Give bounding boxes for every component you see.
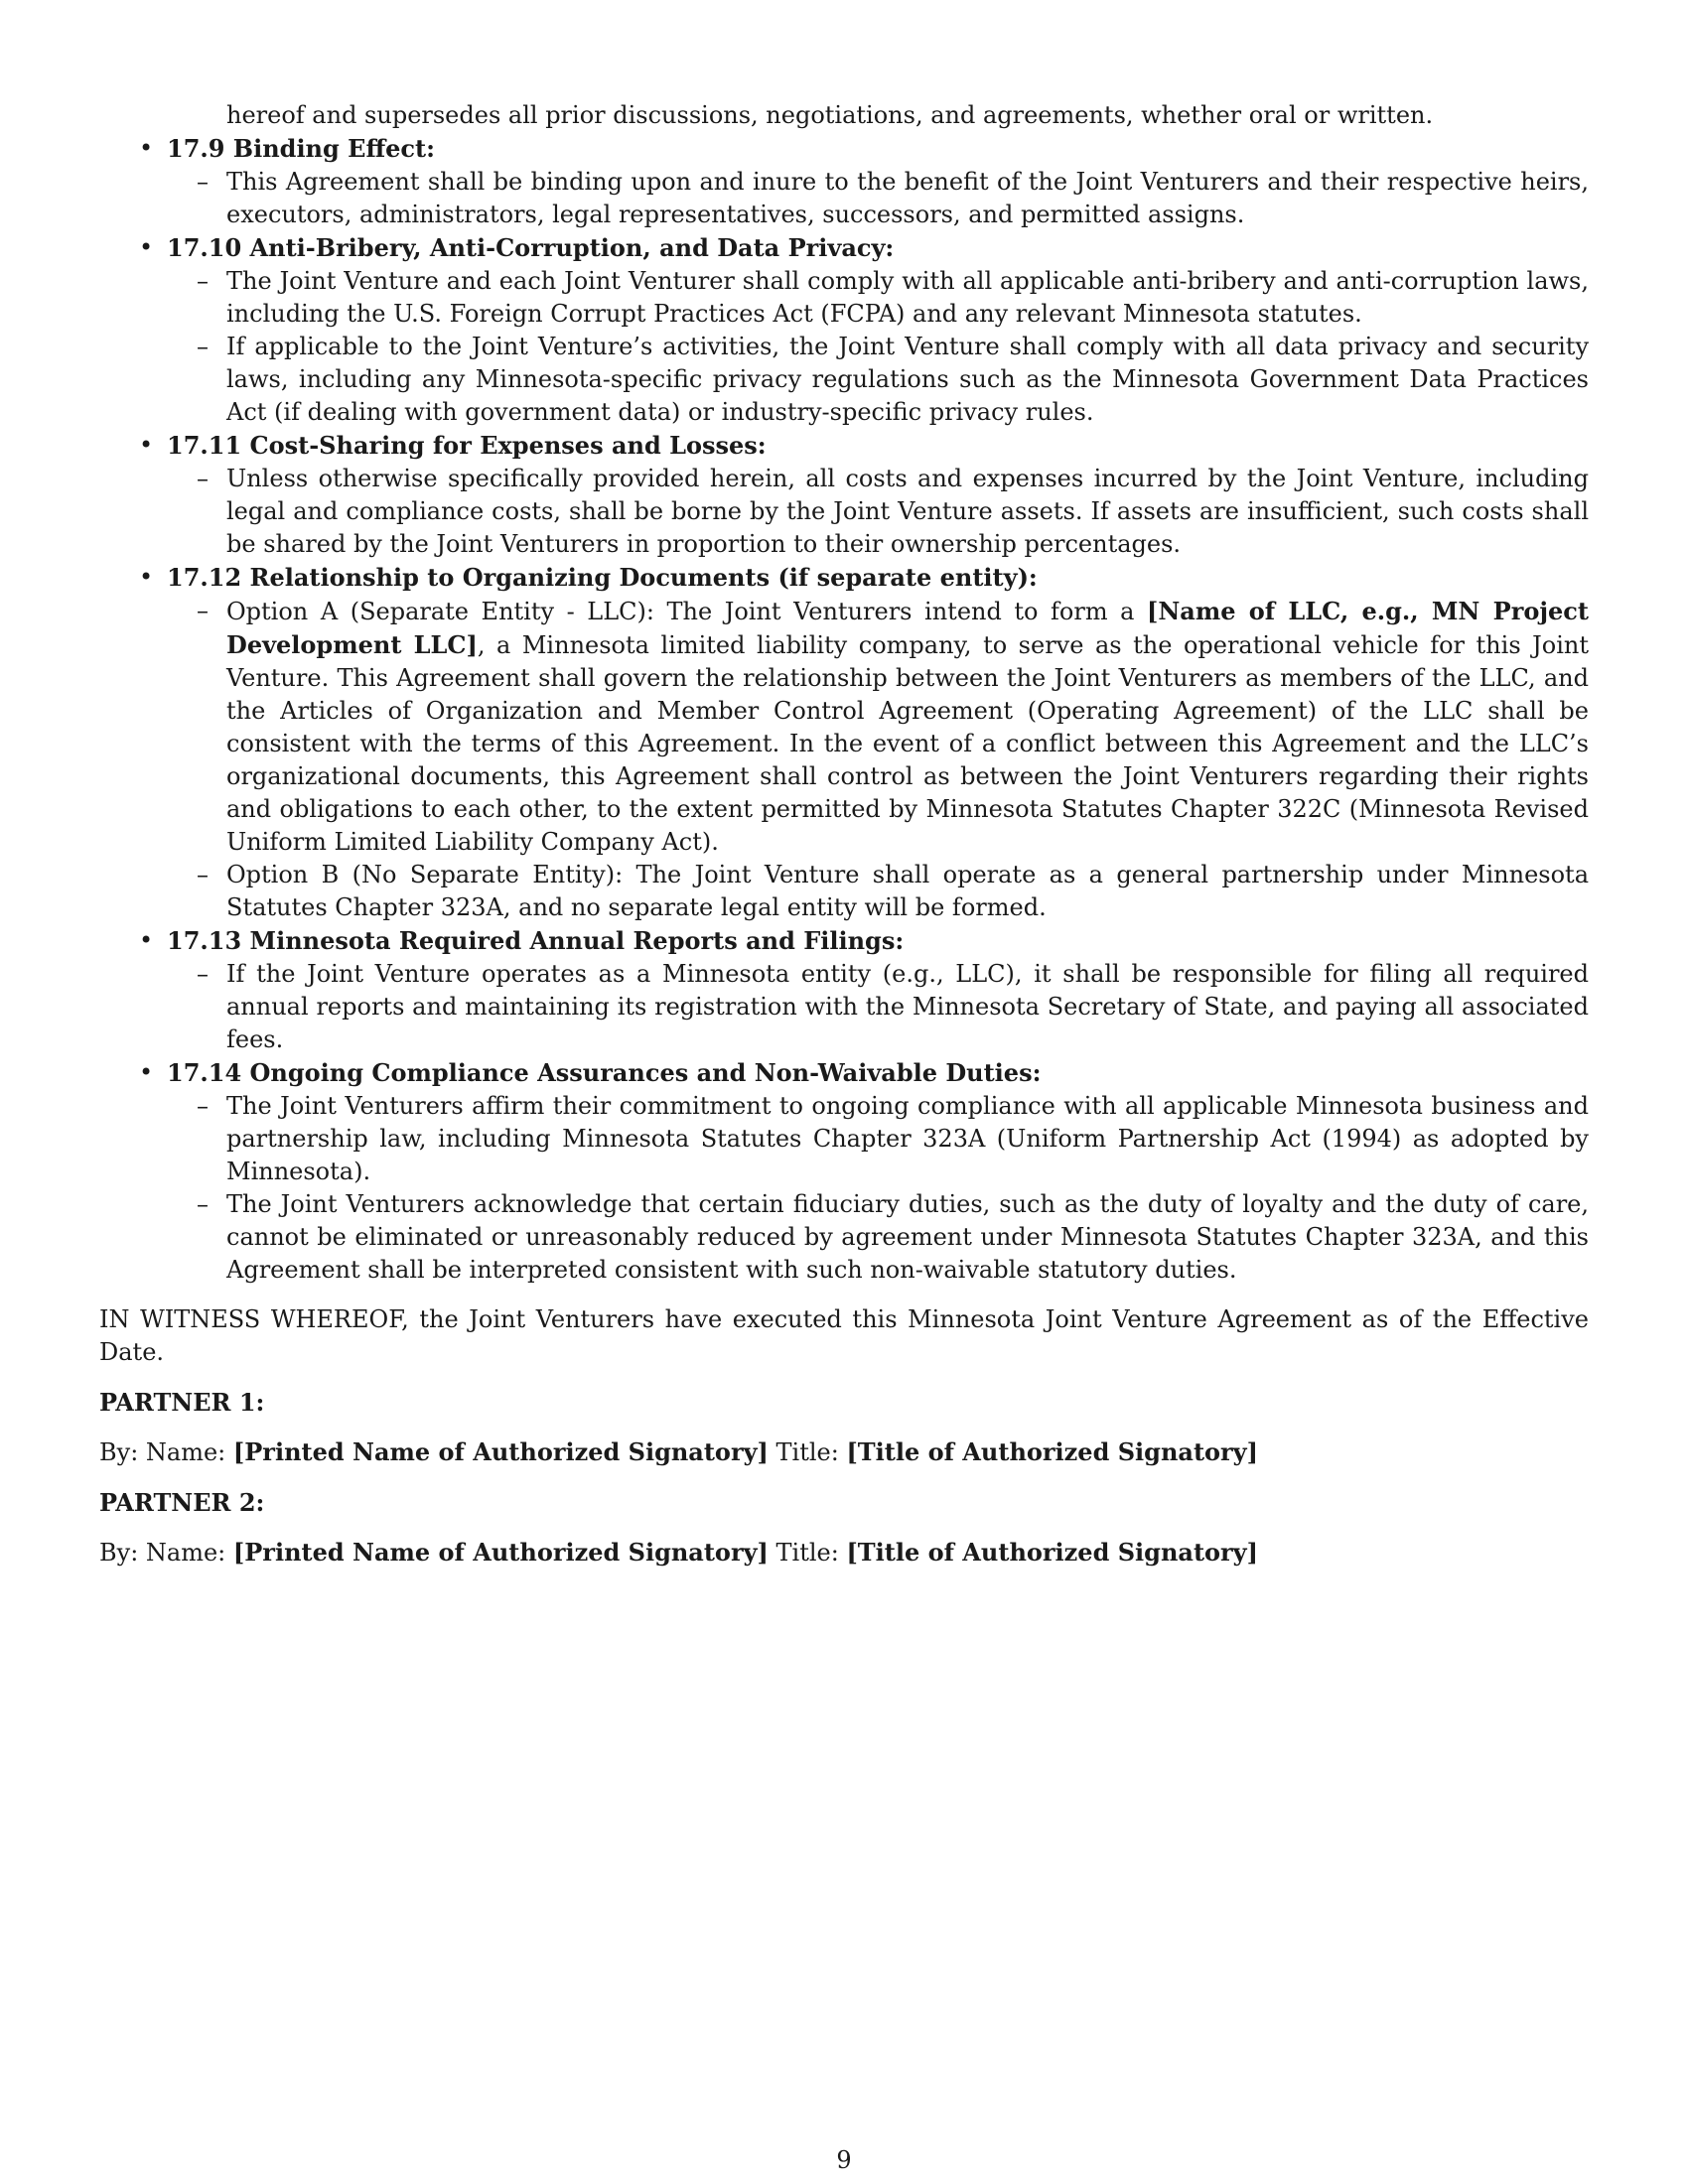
dash-icon: –	[197, 960, 209, 988]
dash-icon: –	[197, 267, 209, 295]
sub-item	[99, 1090, 1589, 1188]
partner-2-label: PARTNER 2:	[99, 1488, 265, 1517]
option-a-intro: Option A (Separate Entity - LLC): The Joint Venturers intend to form a	[226, 598, 1148, 625]
section-heading: 17.13 Minnesota Required Annual Reports and Filings:	[167, 926, 905, 955]
sub-item-text: Unless otherwise specifically provided herein, all costs and expenses incurred by the Joint Venture, including legal and compliance costs, shall be borne by the Joint Venture assets. If assets are insufficient, such costs shall be shared by the Joint Venturers in proportion to their ownership percentages.	[226, 465, 1589, 558]
option-a	[99, 595, 1589, 859]
bullet-icon: •	[139, 134, 154, 162]
sub-item	[99, 958, 1589, 1056]
by-name-label: By: Name:	[99, 1539, 233, 1567]
section-17-9	[99, 132, 1589, 166]
section-17-14	[99, 1056, 1589, 1090]
section-17-13	[99, 924, 1589, 958]
section-17-11	[99, 429, 1589, 463]
sub-item	[99, 331, 1589, 429]
sub-item	[99, 463, 1589, 561]
sub-item	[99, 1188, 1589, 1287]
sub-item-text: The Joint Venturers acknowledge that certain fiduciary duties, such as the duty of loyalty and the duty of care, cannot be eliminated or unreasonably reduced by agreement under Minnesota Statutes Chapter 323A, and this Agreement shall be interpreted consistent with such non-waivable statutory duties.	[226, 1190, 1589, 1284]
witness-paragraph: IN WITNESS WHEREOF, the Joint Venturers have executed this Minnesota Joint Venture Agreement as of the Effective Date.	[99, 1305, 1589, 1366]
option-b	[99, 859, 1589, 924]
bullet-icon: •	[139, 233, 154, 261]
sub-item-text: The Joint Venturers affirm their commitment to ongoing compliance with all applicable Minnesota business and partnership law, including Minnesota Statutes Chapter 323A (Uniform Partnership Act (1994) as adopted by Minnesota).	[226, 1092, 1589, 1185]
bullet-icon: •	[139, 431, 154, 459]
section-heading: 17.12 Relationship to Organizing Documents (if separate entity):	[167, 563, 1038, 592]
partner-1-label: PARTNER 1:	[99, 1388, 265, 1417]
by-name-label: By: Name:	[99, 1438, 233, 1466]
option-a-text: , a Minnesota limited liability company, to serve as the operational vehicle for this Joint Venture. This Agreement shall govern the relationship between the Joint Venturers as members of the LLC, and the Articles of Organization and Member Control Agreement (Operating Agreement) of the LLC shall be consistent with the terms of this Agreement. In the event of a conflict between this Agreement and the LLC’s organizational documents, this Agreement shall control as between the Joint Venturers regarding their rights and obligations to each other, to the extent permitted by Minnesota Statutes Chapter 322C (Minnesota Revised Uniform Limited Liability Company Act).	[226, 631, 1590, 856]
page-number: 9	[836, 2146, 852, 2174]
document-page	[99, 99, 1589, 1570]
sub-item-text: The Joint Venture and each Joint Venturer shall comply with all applicable anti-bribery and anti-corruption laws, including the U.S. Foreign Corrupt Practices Act (FCPA) and any relevant Minnesota statutes.	[226, 267, 1589, 328]
dash-icon: –	[197, 465, 209, 492]
bullet-icon: •	[139, 926, 154, 954]
section-17-12	[99, 561, 1589, 595]
section-heading: 17.11 Cost-Sharing for Expenses and Losses:	[167, 431, 767, 460]
continued-text: hereof and supersedes all prior discussions, negotiations, and agreements, whether oral or written.	[226, 101, 1434, 129]
sub-item	[99, 166, 1589, 231]
printed-name-placeholder: [Printed Name of Authorized Signatory]	[232, 1437, 769, 1466]
section-heading: 17.14 Ongoing Compliance Assurances and Non-Waivable Duties:	[167, 1058, 1042, 1087]
partner-1-signature-line	[99, 1435, 1589, 1469]
section-heading: 17.10 Anti-Bribery, Anti-Corruption, and Data Privacy:	[167, 233, 895, 262]
bullet-icon: •	[139, 1058, 154, 1086]
sub-item-text: If applicable to the Joint Venture’s activities, the Joint Venture shall comply with all data privacy and security laws, including any Minnesota-specific privacy regulations such as the Minnesota Government Data Practices Act (if dealing with government data) or industry-specific privacy rules.	[226, 333, 1589, 426]
dash-icon: –	[197, 168, 209, 196]
printed-name-placeholder: [Printed Name of Authorized Signatory]	[232, 1538, 769, 1567]
sub-item-text: If the Joint Venture operates as a Minnesota entity (e.g., LLC), it shall be responsible for filing all required annual reports and maintaining its registration with the Minnesota Secretary of State, and paying all associated fees.	[226, 960, 1589, 1053]
title-label: Title:	[768, 1539, 847, 1567]
bullet-icon: •	[139, 563, 154, 591]
dash-icon: –	[197, 861, 209, 888]
llc-name-placeholder: [Name of LLC, e.g., MN Project Development LLC]	[226, 597, 1590, 659]
sub-item	[99, 265, 1589, 331]
dash-icon: –	[197, 1190, 209, 1218]
dash-icon: –	[197, 1092, 209, 1120]
section-17-10	[99, 231, 1589, 265]
dash-icon: –	[197, 597, 209, 624]
title-placeholder: [Title of Authorized Signatory]	[846, 1538, 1258, 1567]
sub-item-text: This Agreement shall be binding upon and inure to the benefit of the Joint Venturers and their respective heirs, executors, administrators, legal representatives, successors, and permitted assigns.	[226, 168, 1589, 228]
dash-icon: –	[197, 333, 209, 360]
title-label: Title:	[768, 1438, 847, 1466]
title-placeholder: [Title of Authorized Signatory]	[846, 1437, 1258, 1466]
partner-2-signature-line	[99, 1536, 1589, 1570]
option-b-text: Option B (No Separate Entity): The Joint Venture shall operate as a general partnership under Minnesota Statutes Chapter 323A, and no separate legal entity will be formed.	[226, 861, 1589, 921]
section-heading: 17.9 Binding Effect:	[167, 134, 435, 163]
